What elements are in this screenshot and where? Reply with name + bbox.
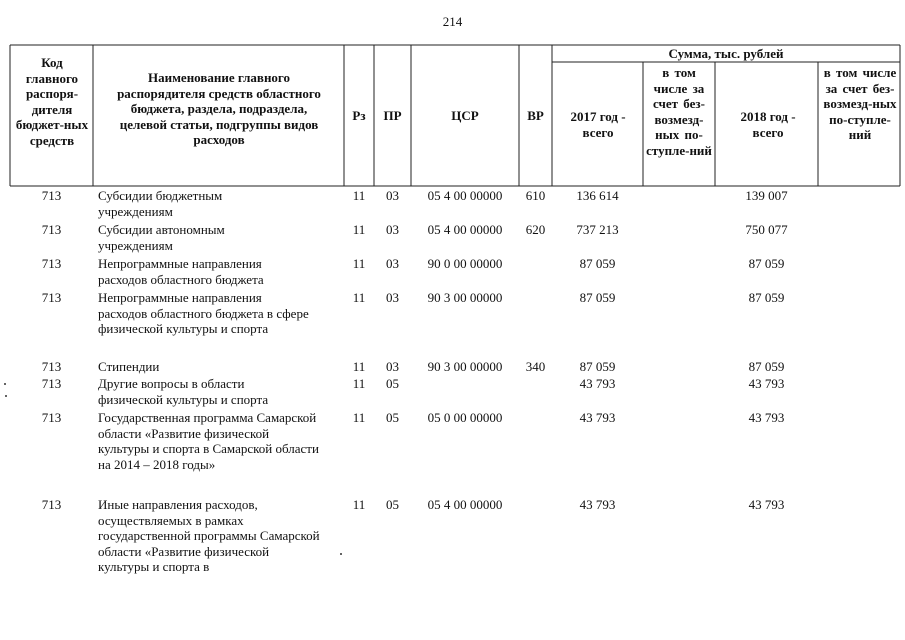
cell-kod: 713 [41,290,62,305]
cell-name: Субсидии бюджетным учреждениям [98,188,223,219]
cell-kod: 713 [41,497,62,512]
cell-rz: 11 [352,256,366,271]
cell-pr: 05 [386,410,399,425]
cell-rz: 11 [352,410,366,425]
cell-2017: 43 793 [579,410,616,425]
cell-name: Стипендии [98,359,160,374]
cell-pr: 03 [386,256,399,271]
cell-name: Другие вопросы в области физической культуры и спорта [98,376,269,407]
header-summa: Сумма, тыс. рублей [668,46,784,61]
cell-name: Субсидии автономным учреждениям [98,222,225,253]
cell-kod: 713 [41,376,62,391]
cell-2017: 87 059 [579,359,616,374]
cell-csr: 90 3 00 00000 [427,359,503,374]
cell-vr: 610 [525,188,546,203]
cell-csr: 05 0 00 00000 [427,410,503,425]
cell-pr: 03 [386,290,399,305]
cell-csr: 90 0 00 00000 [427,256,503,271]
header-2018: 2018 год - всего [740,109,796,140]
cell-rz: 11 [352,359,366,374]
header-rz: Рз [352,108,366,123]
cell-2018: 43 793 [748,497,785,512]
cell-rz: 11 [352,376,366,391]
cell-rz: 11 [352,290,366,305]
scan-speck [4,383,6,385]
cell-vr: 340 [525,359,546,374]
header-csr: ЦСР [451,108,479,123]
cell-kod: 713 [41,188,62,203]
cell-name: Непрограммные направления расходов областного бюджета [98,256,264,287]
header-2017-vtom: в том числе за счет без-возмезд-ных по-ступле-ний [646,65,712,158]
header-vr: ВР [527,108,544,123]
cell-kod: 713 [41,256,62,271]
cell-pr: 03 [386,188,399,203]
cell-2017: 43 793 [579,376,616,391]
header-2018-vtom: в том числе за счет без-возмезд-ных по-ступле-ний [823,65,897,142]
header-kod: Код главного распоря-дителя бюджет-ных средств [15,55,89,148]
cell-kod: 713 [41,222,62,237]
page-number: 214 [442,14,463,29]
header-2017: 2017 год - всего [570,109,626,140]
cell-csr: 90 3 00 00000 [427,290,503,305]
cell-pr: 03 [386,359,399,374]
cell-2018: 750 077 [745,222,788,237]
cell-kod: 713 [41,410,62,425]
cell-2018: 43 793 [748,376,785,391]
cell-2017: 43 793 [579,497,616,512]
cell-kod: 713 [41,359,62,374]
cell-2018: 87 059 [748,256,785,271]
cell-2017: 737 213 [576,222,619,237]
scan-speck [340,553,342,555]
cell-rz: 11 [352,188,366,203]
cell-name: Иные направления расходов, осуществляемых в рамках государственной программы Самарской области «Развитие физической культуры и спорта в [98,497,320,574]
cell-name: Непрограммные направления расходов областного бюджета в сфере физической культуры и спорта [98,290,309,336]
cell-csr: 05 4 00 00000 [427,222,503,237]
cell-pr: 03 [386,222,399,237]
cell-csr: 05 4 00 00000 [427,188,503,203]
cell-2017: 136 614 [576,188,619,203]
header-pr: ПР [383,108,402,123]
cell-pr: 05 [386,376,399,391]
cell-name: Государственная программа Самарской области «Развитие физической культуры и спорта в Самарской области на 2014 – 2018 годы» [98,410,319,472]
cell-2017: 87 059 [579,256,616,271]
cell-2018: 87 059 [748,290,785,305]
cell-rz: 11 [352,222,366,237]
cell-rz: 11 [352,497,366,512]
cell-pr: 05 [386,497,399,512]
cell-2018: 43 793 [748,410,785,425]
cell-vr: 620 [525,222,546,237]
cell-csr: 05 4 00 00000 [427,497,503,512]
cell-2018: 139 007 [745,188,788,203]
header-naim: Наименование главного распорядителя средств областного бюджета, раздела, подраздела, целевой статьи, подгруппы видов расходов [117,70,321,147]
cell-2018: 87 059 [748,359,785,374]
cell-2017: 87 059 [579,290,616,305]
scan-speck [5,395,7,397]
